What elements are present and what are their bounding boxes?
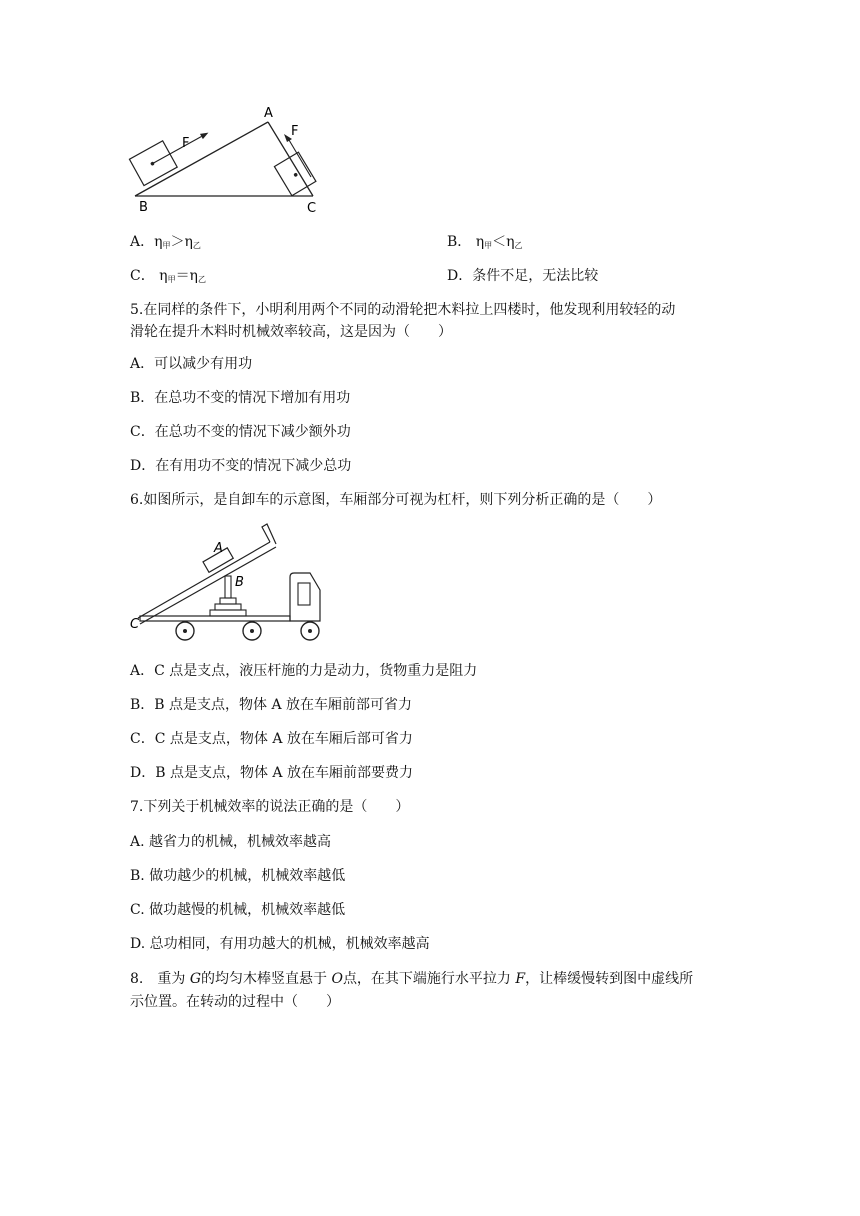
label-f-left: F	[182, 136, 190, 151]
q7-option-d[interactable]: D. 总功相同，有用功越大的机械，机械效率越高	[130, 936, 430, 952]
q8-var-o: O	[331, 971, 343, 987]
q6-option-b[interactable]: B．B 点是支点，物体 A 放在车厢前部可省力	[130, 697, 413, 713]
label-c: C	[307, 201, 317, 216]
q4-options-row-2	[130, 266, 740, 290]
truck-label-b: B	[235, 575, 244, 590]
label-b: B	[139, 200, 148, 215]
q6-stem: 6.如图所示，是自卸车的示意图，车厢部分可视为杠杆，则下列分析正确的是（ ）	[130, 492, 662, 508]
q5-stem-line2: 滑轮在提升木料时机械效率较高，这是因为（ ）	[130, 324, 452, 340]
q8-var-g: G	[189, 971, 201, 987]
q7-stem: 7.下列关于机械效率的说法正确的是（ ）	[130, 799, 410, 815]
q8-stem-line2: 示位置。在转动的过程中（ ）	[130, 994, 340, 1010]
q6-option-a[interactable]: A．C 点是支点，液压杆施的力是动力，货物重力是阻力	[130, 663, 478, 679]
q7-option-c[interactable]: C. 做功越慢的机械，机械效率越低	[130, 902, 346, 918]
q7-option-b[interactable]: B. 做功越少的机械，机械效率越低	[130, 868, 346, 884]
q5-option-a[interactable]: A．可以减少有用功	[130, 356, 253, 372]
q7-option-a[interactable]: A. 越省力的机械，机械效率越高	[130, 834, 332, 850]
label-f-right: F	[291, 124, 299, 139]
q6-option-d[interactable]: D．B 点是支点，物体 A 放在车厢前部要费力	[130, 765, 413, 781]
q5-stem-line1: 5.在同样的条件下，小明利用两个不同的动滑轮把木料拉上四楼时，他发现利用较轻的动	[130, 302, 676, 318]
incline-figure	[125, 100, 345, 220]
q5-option-d[interactable]: D．在有用功不变的情况下减少总功	[130, 458, 352, 474]
q4-option-a[interactable]: A．$\eta_甲>\eta_乙$	[130, 234, 201, 250]
label-a: A	[264, 106, 273, 121]
q5-option-b[interactable]: B．在总功不变的情况下增加有用功	[130, 390, 351, 406]
incline-left-slope	[135, 122, 268, 196]
truck-label-c: C	[130, 617, 140, 632]
q8-var-f: F	[515, 971, 526, 987]
q4-option-d[interactable]: D．条件不足，无法比较	[447, 268, 599, 284]
q4-option-c[interactable]: C． $\eta_甲=\eta_乙$	[130, 268, 206, 284]
right-force-arrow	[289, 140, 311, 177]
q6-option-c[interactable]: C．C 点是支点，物体 A 放在车厢后部可省力	[130, 731, 413, 747]
q8-stem-line1: 8. 重为 G的均匀木棒竖直悬于 O点，在其下端施行水平拉力 F，让棒缓慢转到图中虚线所	[130, 971, 694, 987]
q4-options-row-1	[130, 232, 740, 256]
truck-label-a: A	[214, 541, 223, 556]
q4-option-b[interactable]: B． $\eta_甲<\eta_乙$	[447, 234, 523, 250]
q5-option-c[interactable]: C．在总功不变的情况下减少额外功	[130, 424, 351, 440]
dump-truck-figure	[130, 520, 350, 645]
